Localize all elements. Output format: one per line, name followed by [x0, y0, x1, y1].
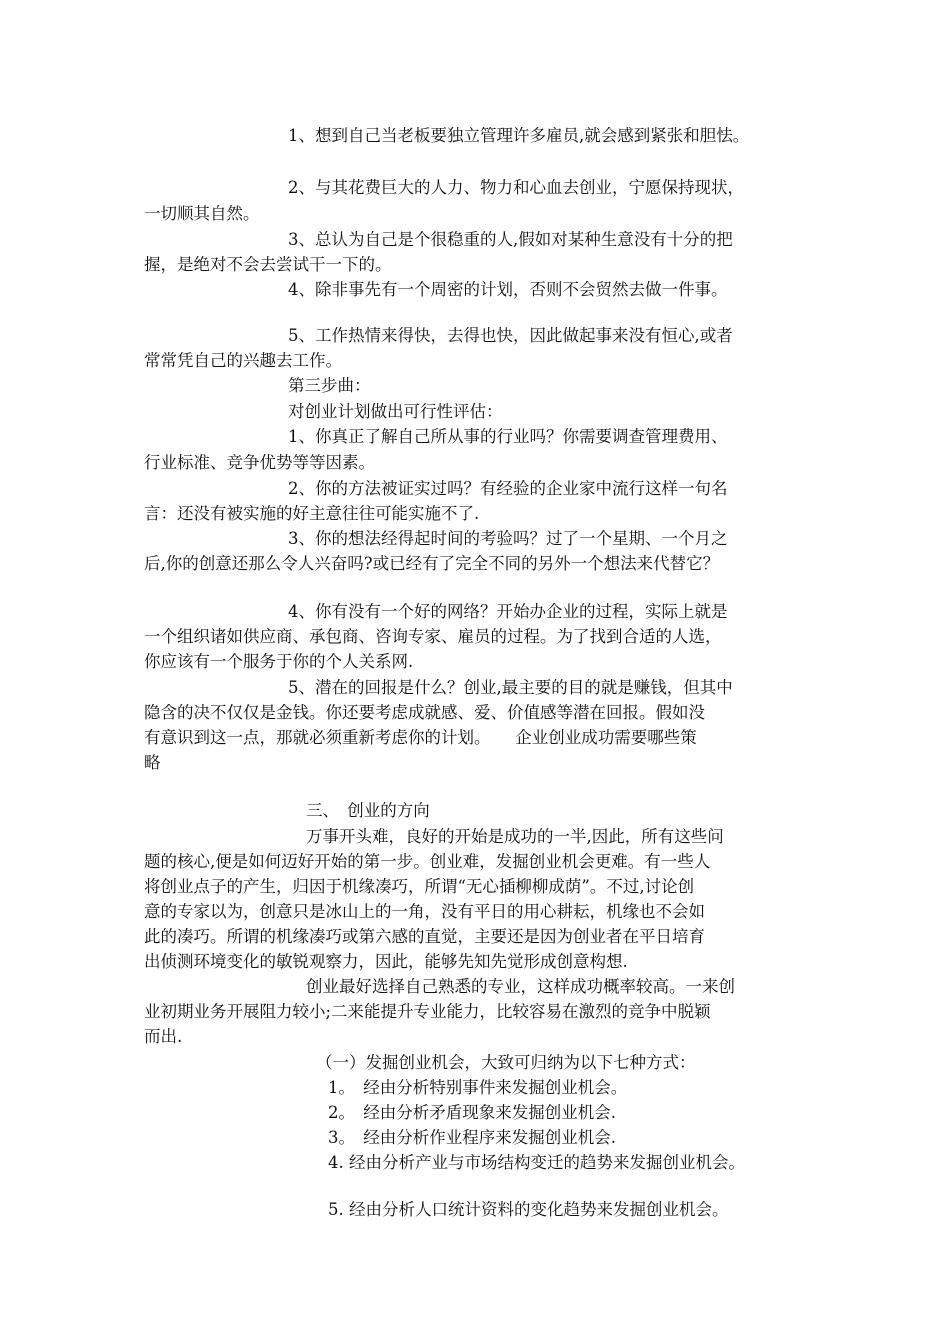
text-line: 出侦测环境变化的敏锐观察力，因此，能够先知先觉形成创意构想.: [144, 952, 628, 971]
text-line: 一切顺其自然。: [144, 204, 260, 223]
text-line: 握，是绝对不会去尝试干一下的。: [144, 255, 392, 274]
text-line: 1、你真正了解自己所从事的行业吗？你需要调查管理费用、: [288, 427, 728, 446]
text-line: 3、总认为自己是个很稳重的人,假如对某种生意没有十分的把: [288, 230, 733, 249]
list-item: 4. 经由分析产业与市场结构变迁的趋势来发掘创业机会。: [328, 1153, 745, 1172]
text-line: 创业最好选择自己熟悉的专业，这样成功概率较高。一来创: [306, 977, 735, 996]
text-line: 此的凑巧。所谓的机缘凑巧或第六感的直觉，主要还是因为创业者在平日培育: [144, 927, 705, 946]
text-line: 而出.: [144, 1027, 183, 1046]
text-line: 一个组织诸如供应商、承包商、咨询专家、雇员的过程。为了找到合适的人选，: [144, 627, 722, 646]
text-line: 将创业点子的产生，归因于机缘凑巧，所谓“无心插柳柳成荫”。不过,讨论创: [144, 877, 695, 896]
section-heading: 第三步曲：: [288, 376, 371, 395]
text-line: 5、潜在的回报是什么？创业,最主要的目的就是赚钱，但其中: [288, 678, 733, 697]
section-heading: 三、 创业的方向: [306, 801, 430, 820]
text-line: 题的核心,便是如何迈好开始的第一步。创业难，发掘创业机会更难。有一些人: [144, 852, 711, 871]
text-line: 4、除非事先有一个周密的计划，否则不会贸然去做一件事。: [288, 280, 728, 299]
subsection-heading: （一）发掘创业机会，大致可归纳为以下七种方式：: [316, 1053, 696, 1072]
text-line: 行业标准、竞争优势等等因素。: [144, 453, 375, 472]
text-line: 你应该有一个服务于你的个人关系网.: [144, 652, 414, 671]
list-item: 5. 经由分析人口统计资料的变化趋势来发掘创业机会。: [328, 1200, 729, 1219]
text-line: 略: [144, 753, 161, 772]
text-line: 言：还没有被实施的好主意往往可能实施不了.: [144, 504, 480, 523]
text-line: 4、你有没有一个好的网络？开始办企业的过程，实际上就是: [288, 602, 728, 621]
text-line: 万事开头难，良好的开始是成功的一半,因此，所有这些问: [306, 827, 724, 846]
text-line: 意的专家以为，创意只是冰山上的一角，没有平日的用心耕耘，机缘也不会如: [144, 902, 705, 921]
text-line: 业初期业务开展阻力较小;二来能提升专业能力，比较容易在激烈的竞争中脱颖: [144, 1002, 711, 1021]
text-line: 2、与其花费巨大的人力、物力和心血去创业，宁愿保持现状，: [288, 178, 744, 197]
text-line: 有意识到这一点，那就必须重新考虑你的计划。 企业创业成功需要哪些策: [144, 728, 697, 747]
text-line: 3、你的想法经得起时间的考验吗？过了一个星期、一个月之: [288, 529, 728, 548]
text-line: 对创业计划做出可行性评估：: [288, 402, 503, 421]
list-item: 3。 经由分析作业程序来发掘创业机会.: [328, 1128, 616, 1147]
list-item: 2。 经由分析矛盾现象来发掘创业机会.: [328, 1103, 616, 1122]
text-line: 常常凭自己的兴趣去工作。: [144, 351, 342, 370]
list-item: 1。 经由分析特别事件来发掘创业机会。: [328, 1078, 628, 1097]
text-line: 隐含的决不仅仅是金钱。你还要考虑成就感、爱、价值感等潜在回报。假如没: [144, 703, 705, 722]
text-line: 后,你的创意还那么令人兴奋吗?或已经有了完全不同的另外一个想法来代替它？: [144, 554, 720, 573]
text-line: 1、想到自己当老板要独立管理许多雇员,就会感到紧张和胆怯。: [288, 126, 750, 145]
text-line: 2、你的方法被证实过吗？有经验的企业家中流行这样一句名: [288, 479, 728, 498]
text-line: 5、工作热情来得快，去得也快，因此做起事来没有恒心,或者: [288, 326, 733, 345]
